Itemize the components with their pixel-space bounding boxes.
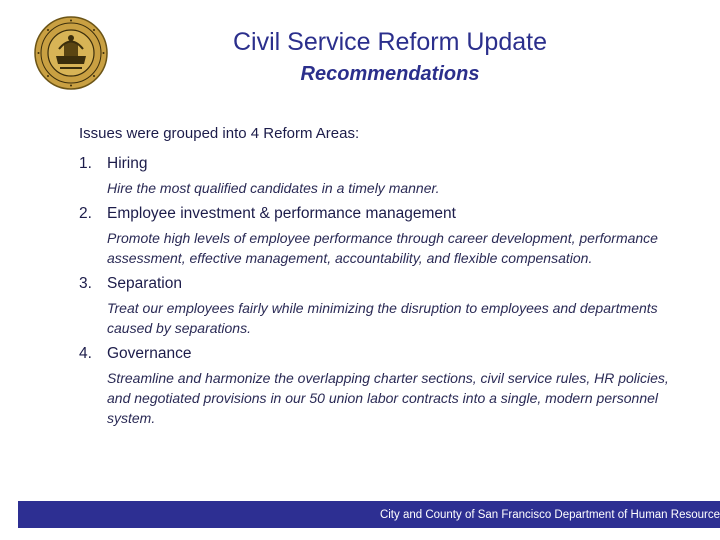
reform-areas-content <box>79 125 679 428</box>
reform-area-description: Treat our employees fairly while minimizing the disruption to employees and departments caused by separations. <box>107 300 658 336</box>
city-seal-icon <box>34 16 108 90</box>
reform-area-heading: Governance <box>107 345 192 362</box>
reform-area-description: Hire the most qualified candidates in a timely manner. <box>107 180 440 196</box>
reform-area-number: 3. <box>79 275 92 292</box>
reform-area-number: 4. <box>79 345 92 362</box>
reform-area-heading: Employee investment & performance management <box>107 205 456 222</box>
intro-text: Issues were grouped into 4 Reform Areas: <box>79 125 360 142</box>
reform-area-title <box>79 344 679 363</box>
reform-area-title <box>79 154 679 173</box>
reform-area-description: Streamline and harmonize the overlapping charter sections, civil service rules, HR policies, and negotiated provisions in our 50 union labor contracts into a single, modern personnel system. <box>107 370 669 426</box>
page-subtitle: Recommendations <box>300 63 480 85</box>
reform-area-title <box>79 204 679 223</box>
page-title: Civil Service Reform Update <box>233 28 547 56</box>
reform-area-heading: Hiring <box>107 155 148 172</box>
reform-area-description: Promote high levels of employee performance through career development, performance assessment, effective management, accountability, and flexible compensation. <box>107 230 658 266</box>
reform-area-title <box>79 274 679 293</box>
reform-area-number: 1. <box>79 155 92 172</box>
footer-text: City and County of San Francisco Department of Human Resource <box>379 509 720 521</box>
reform-area-number: 2. <box>79 205 92 222</box>
footer-bar <box>18 501 720 528</box>
reform-area-heading: Separation <box>107 275 182 292</box>
